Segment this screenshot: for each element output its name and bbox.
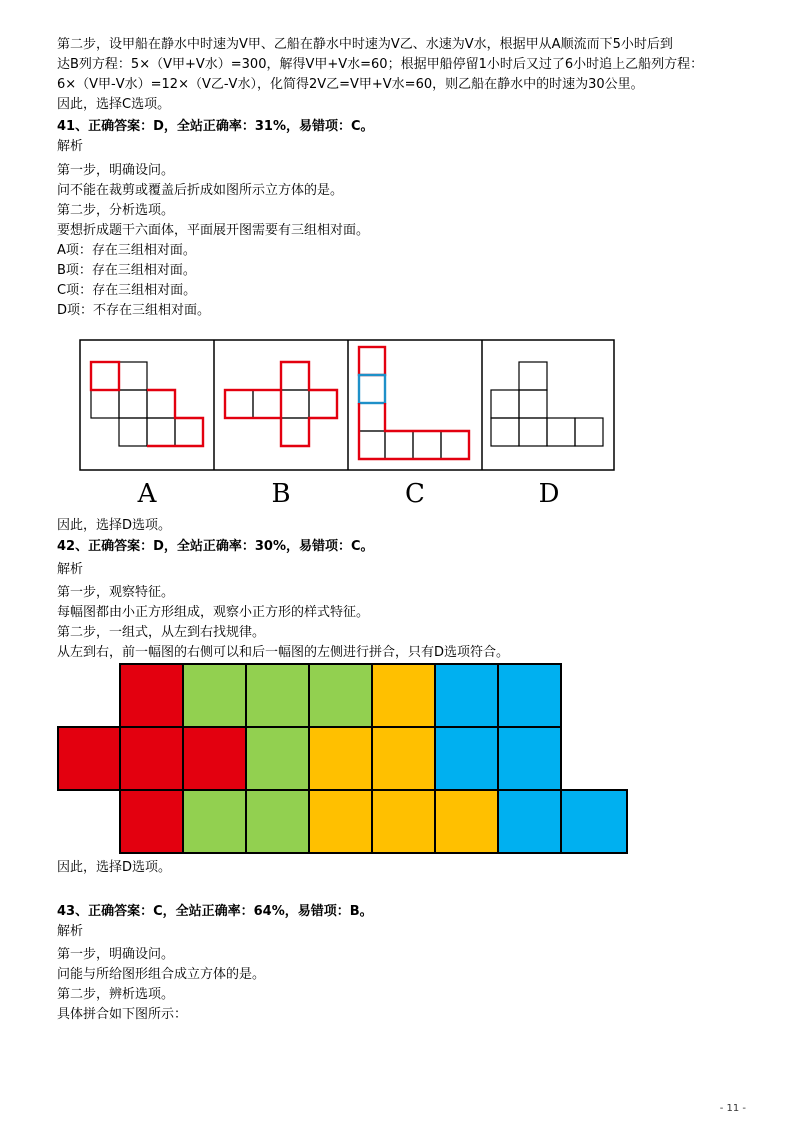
net-a — [91, 362, 203, 446]
q41-step2: 第二步，分析选项。 — [57, 203, 175, 218]
q41-option-c: C项：存在三组相对面。 — [57, 283, 197, 298]
q43-detail: 具体拼合如下图所示： — [57, 1007, 188, 1022]
q40-text-line-1: 第二步，设甲船在静水中时速为V甲、乙船在静水中时速为V乙、水速为V水，根据甲从A顺流而下5小时后到 — [57, 37, 673, 52]
q42-rule: 从左到右，前一幅图的右侧可以和后一幅图的左侧进行拼合，只有D选项符合。 — [57, 645, 510, 660]
option-label-b: B — [271, 479, 291, 509]
option-label-d: D — [538, 479, 560, 509]
q40-text-line-2: 达B列方程：5×（V甲+V水）=300，解得V甲+V水=60；根据甲船停留1小时后又过了6小时追上乙船列方程： — [57, 57, 704, 72]
q42-step1: 第一步，观察特征。 — [57, 585, 175, 600]
q41-requirement: 要想折成题干六面体，平面展开图需要有三组相对面。 — [57, 223, 370, 238]
q43-question: 问能与所给图形组合成立方体的是。 — [57, 967, 266, 982]
q40-text-line-3: 6×（V甲-V水）=12×（V乙-V水），化简得2V乙=V甲+V水=60，则乙船在静水中的时速为30公里。 — [57, 77, 644, 92]
q41-header: 41、正确答案：D，全站正确率：31%，易错项：C。 — [57, 119, 374, 134]
option-label-a: A — [137, 479, 157, 509]
q41-option-a: A项：存在三组相对面。 — [57, 243, 196, 258]
q43-jiexi: 解析 — [57, 924, 84, 939]
q42-conclusion: 因此，选择D选项。 — [57, 860, 172, 875]
q42-jiexi: 解析 — [57, 562, 84, 577]
page-number: - 11 - — [719, 1103, 746, 1114]
q41-question: 问不能在裁剪或覆盖后折成如图所示立方体的是。 — [57, 183, 344, 198]
q42-header: 42、正确答案：D，全站正确率：30%，易错项：C。 — [57, 539, 374, 554]
q43-step2: 第二步，辨析选项。 — [57, 987, 175, 1002]
q43-header: 43、正确答案：C，全站正确率：64%，易错项：B。 — [57, 904, 373, 919]
q43-step1: 第一步，明确设问。 — [57, 947, 175, 962]
q41-conclusion: 因此，选择D选项。 — [57, 518, 172, 533]
option-label-c: C — [405, 479, 425, 509]
color-puzzle-figure — [56, 662, 632, 858]
q42-observation: 每幅图都由小正方形组成，观察小正方形的样式特征。 — [57, 605, 370, 620]
q41-jiexi: 解析 — [57, 139, 84, 154]
q42-step2: 第二步，一组式，从左到右找规律。 — [57, 625, 266, 640]
net-d — [491, 362, 603, 446]
q41-option-d: D项：不存在三组相对面。 — [57, 303, 211, 318]
q41-option-b: B项：存在三组相对面。 — [57, 263, 196, 278]
q41-step1: 第一步，明确设问。 — [57, 163, 175, 178]
cube-net-options-figure — [78, 338, 618, 513]
q40-conclusion: 因此，选择C选项。 — [57, 97, 171, 112]
